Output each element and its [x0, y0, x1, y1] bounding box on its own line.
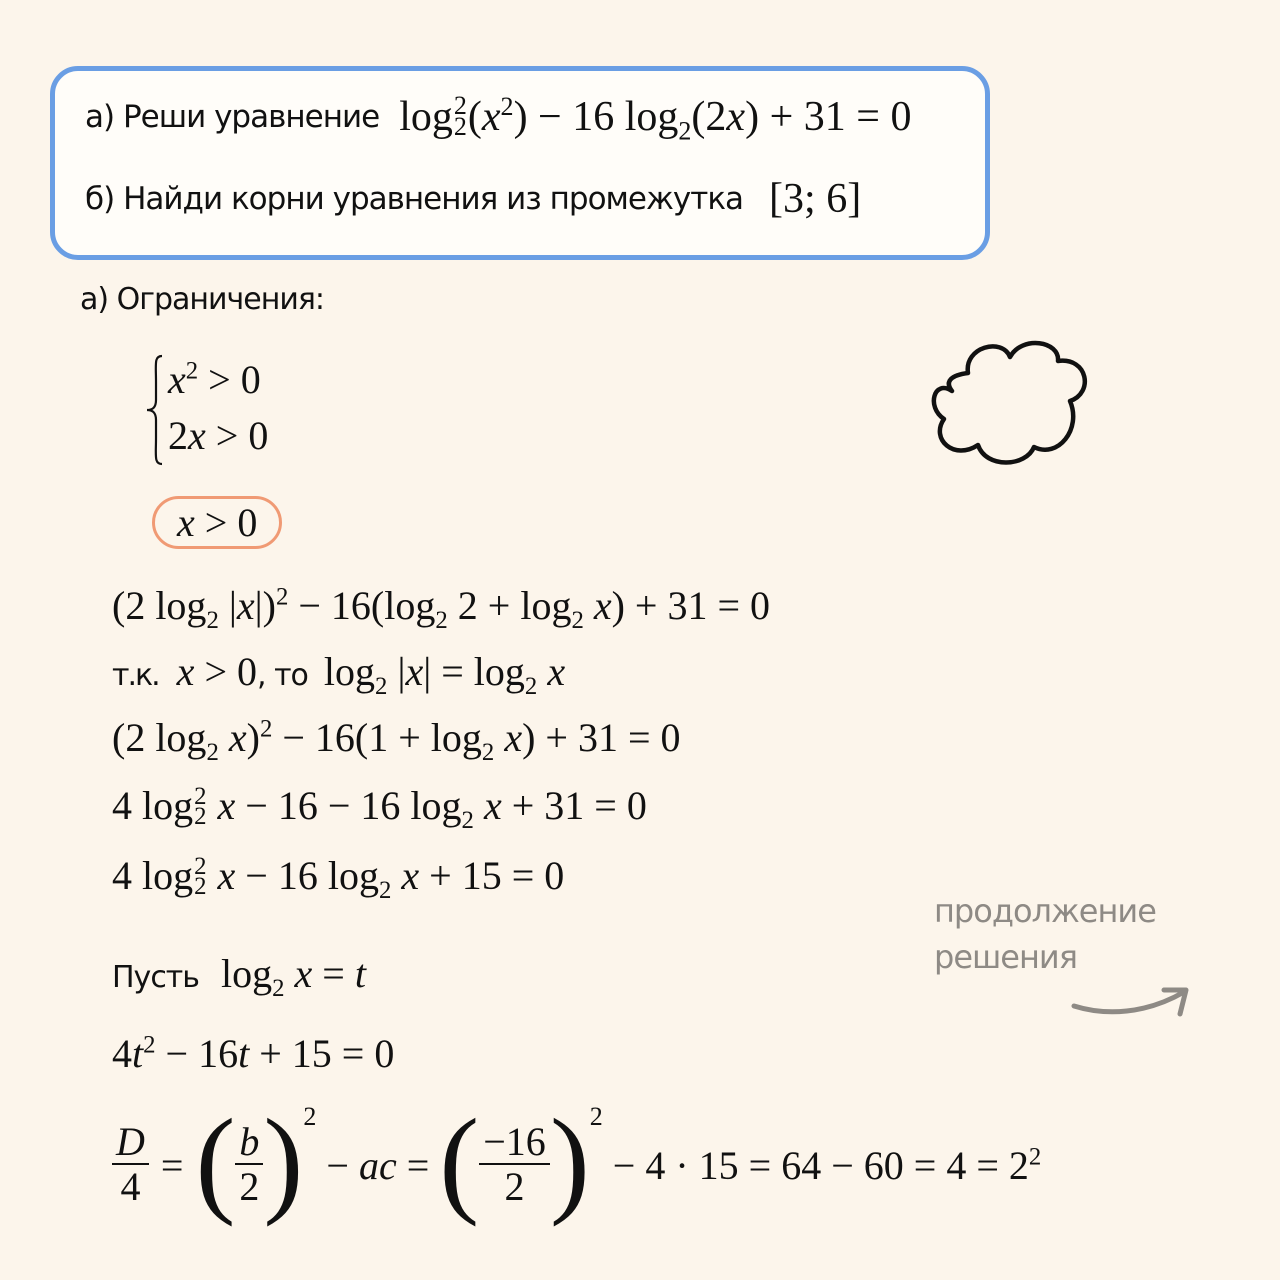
line-3: (2 $\log_2 x)^2 - 16(1 + \log_2 x) + 31 = 0$ [112, 715, 681, 766]
because-condition: x > 0 [176, 649, 257, 694]
discriminant-line: $\frac{D}{4}$ = ( $\frac{b}{2}$ ) 2 − ac = ( $\frac{-16}{2}$ ) 2 − $4 \cdot 15 = 64 - 60 = 4 = 2^2$ [112, 1100, 1041, 1230]
task-box [50, 66, 990, 260]
because-prefix: т.к. [112, 658, 159, 693]
task-b [85, 175, 861, 223]
substitution: $\log_2 x = t$ [220, 951, 366, 1002]
continuation-note [934, 888, 1156, 980]
task-b-label: б) Найди корни уравнения из промежутка [85, 181, 744, 217]
system-brace-icon [144, 352, 168, 468]
curved-arrow-icon [1066, 980, 1196, 1024]
line-2 [112, 648, 566, 700]
constraint-1: $x^2 > 0$ [168, 357, 261, 402]
section-a-heading: а) Ограничения: [80, 282, 324, 317]
line-4: 4 log 2 2 x − 16 − 16 $\log_2 x + 31 = 0$ [112, 782, 647, 834]
line-1: (2 $\log_2 |x|)^2 - 16(\log_2$ $2 + \log_2 x) + 31 = 0$ [112, 583, 771, 634]
line-5: 4 log 2 2 x − 16 $\log_2 x + 15 = 0$ [112, 852, 565, 904]
minus16-over-2: $\frac{-16}{2}$ [479, 1121, 550, 1209]
flower-doodle-icon [930, 335, 1100, 475]
let-label: Пусть [112, 960, 199, 995]
domain-highlight: x > 0 [152, 496, 282, 549]
b-over-2: $\frac{b}{2}$ [235, 1121, 263, 1209]
substitution-line [112, 950, 366, 1002]
constraint-2: 2x > 0 [168, 413, 269, 458]
because-mid: , то [257, 658, 308, 693]
task-a-equation: log 2 2 $(x^2) - 16$ $\log_2(2x) + 31 = 0$ [399, 91, 912, 146]
d-over-4: $\frac{D}{4}$ [112, 1121, 149, 1209]
note-line-1: продолжение [934, 892, 1156, 930]
task-a-label: а) Реши уравнение [85, 99, 380, 135]
task-a [85, 91, 912, 146]
note-line-2: решения [934, 938, 1077, 976]
because-result: $\log_2 |x| = \log_2 x$ [323, 649, 566, 700]
task-b-interval: [3; 6] [769, 176, 862, 222]
quadratic-equation: $4t^2 - 16t + 15 = 0$ [112, 1031, 395, 1076]
